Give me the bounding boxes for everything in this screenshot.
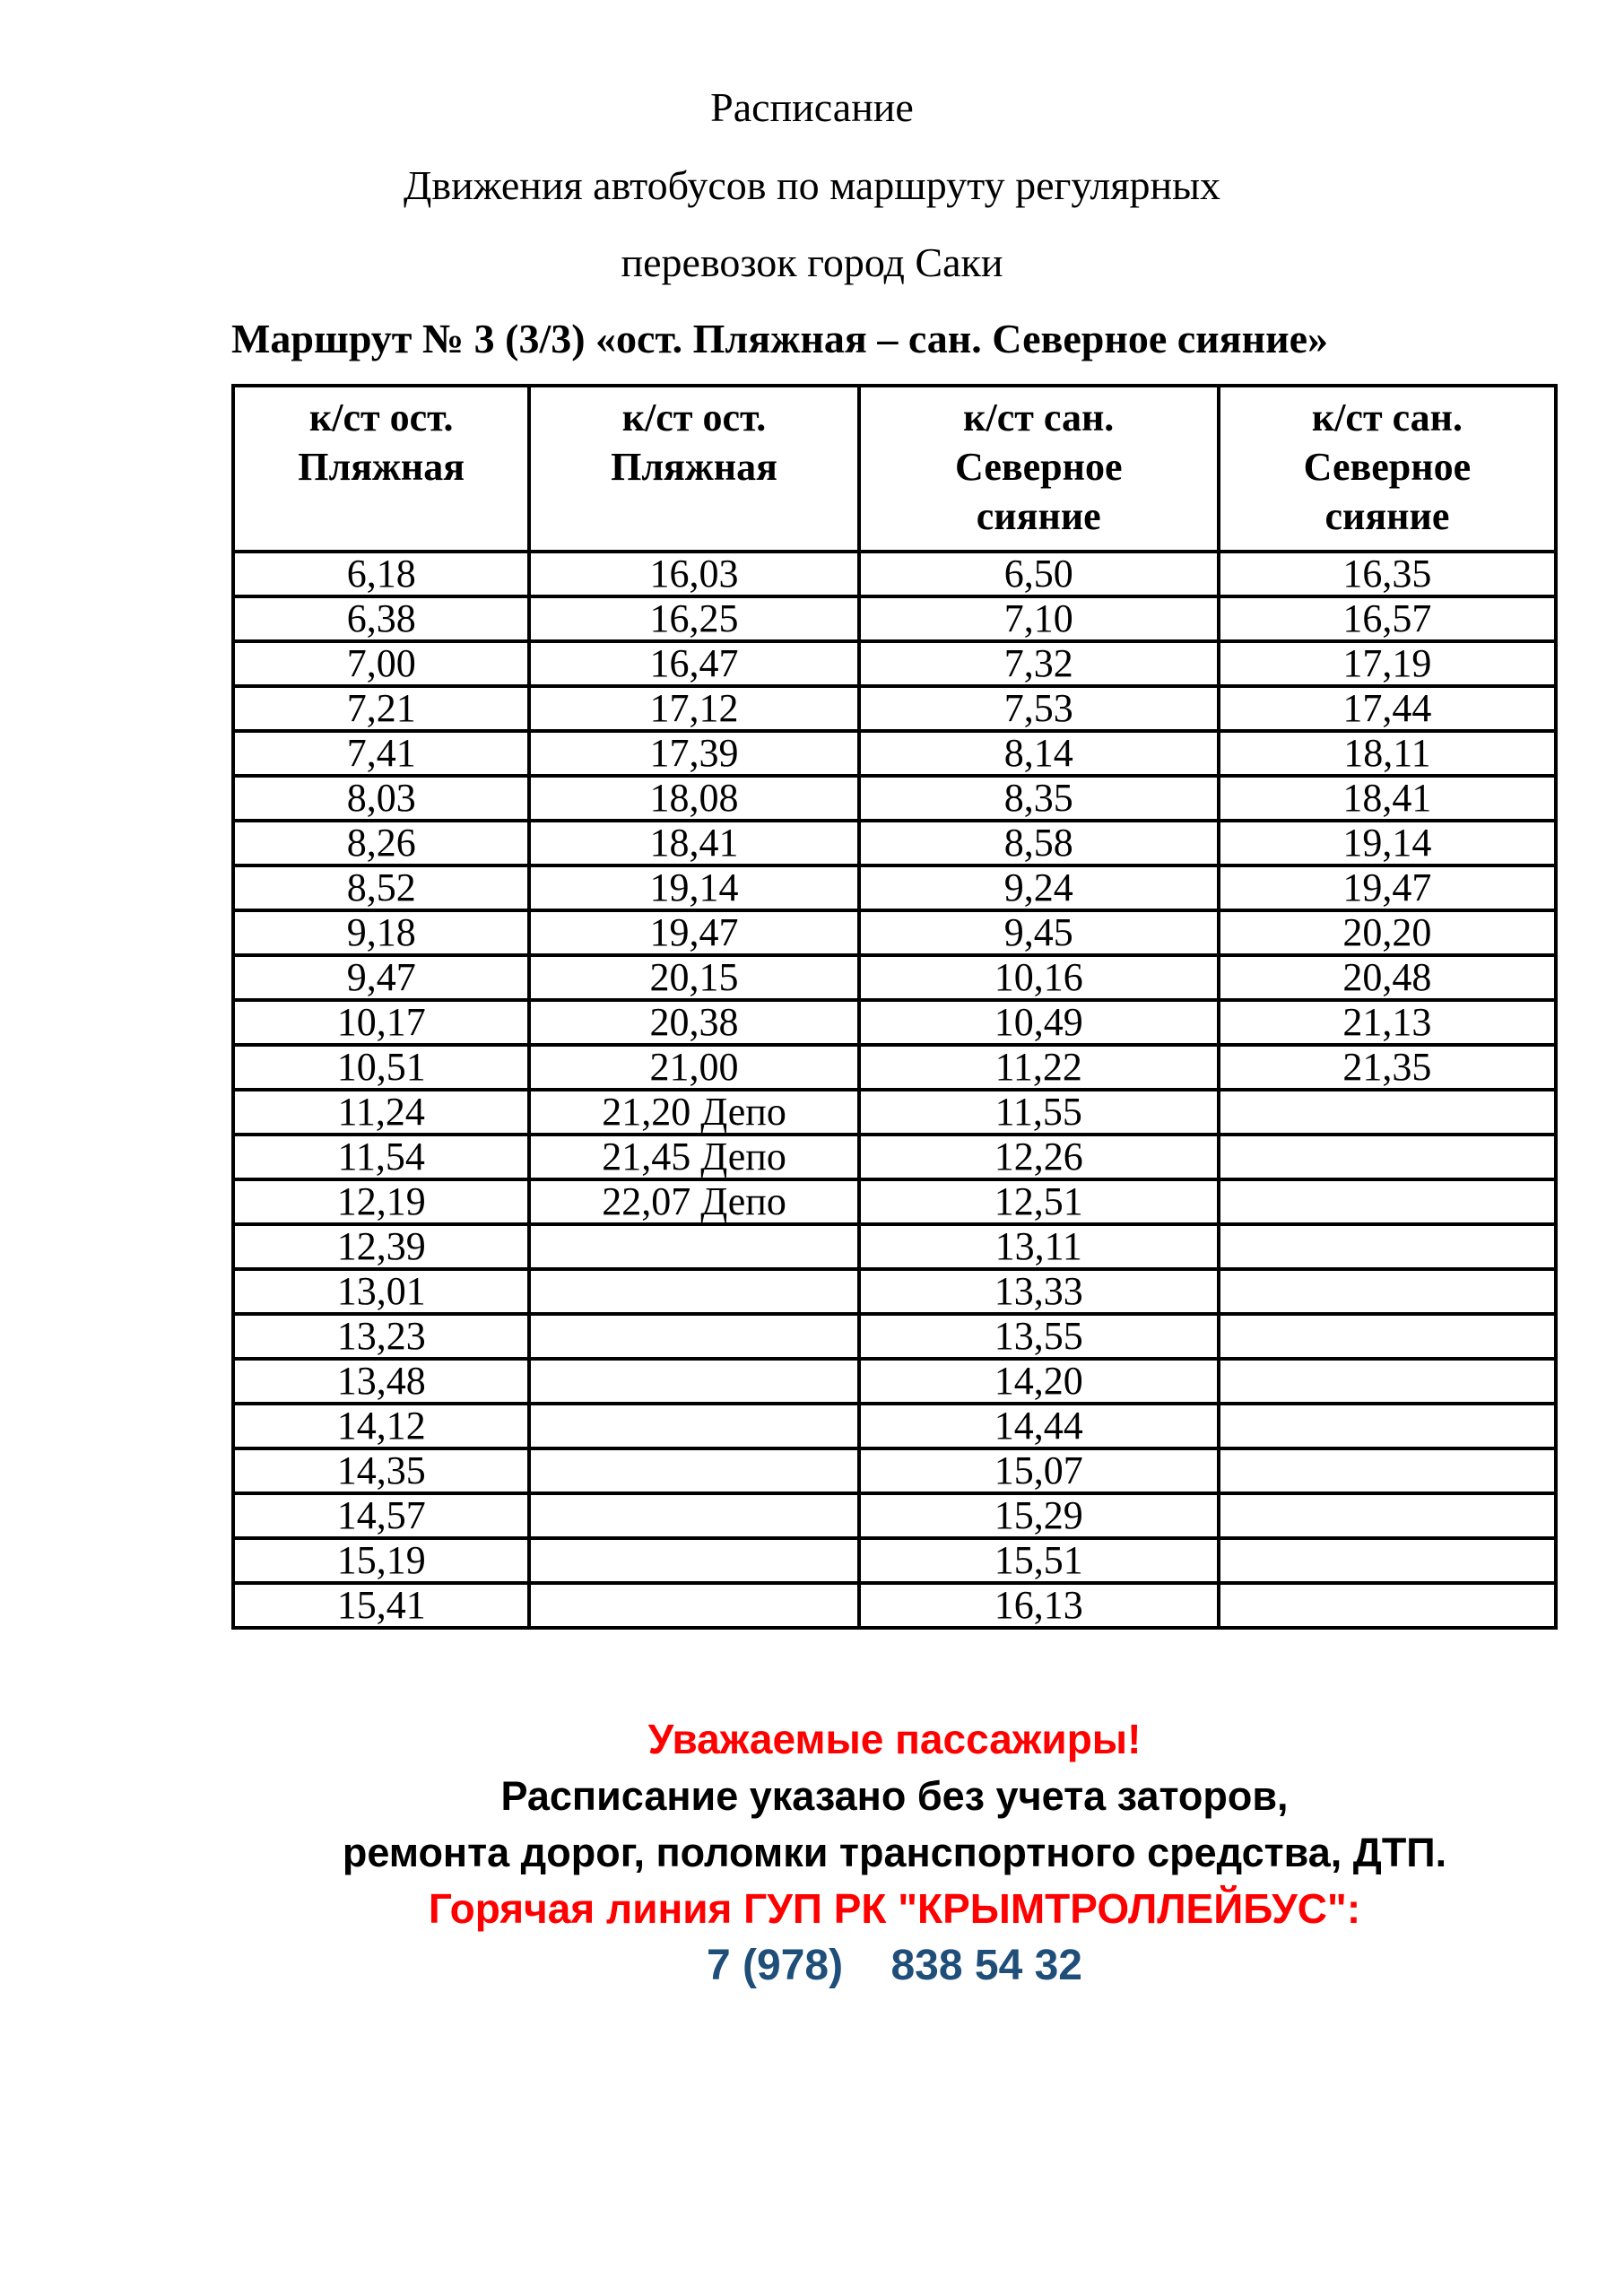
table-row bbox=[233, 1090, 1556, 1135]
time-cell: 7,41 bbox=[233, 731, 529, 776]
time-cell bbox=[1219, 1224, 1556, 1269]
hotline-label: Горячая линия ГУП РК "КРЫМТРОЛЛЕЙБУС": bbox=[428, 1885, 1361, 1932]
time-cell bbox=[1219, 1179, 1556, 1224]
time-cell: 21,00 bbox=[529, 1045, 858, 1090]
time-cell: 15,07 bbox=[859, 1448, 1219, 1493]
table-row bbox=[233, 821, 1556, 865]
table-row bbox=[233, 1045, 1556, 1090]
time-cell bbox=[529, 1314, 858, 1359]
time-cell bbox=[1219, 1404, 1556, 1448]
time-cell bbox=[529, 1538, 858, 1583]
time-cell: 17,19 bbox=[1219, 641, 1556, 686]
time-cell: 18,41 bbox=[1219, 776, 1556, 821]
time-cell: 15,41 bbox=[233, 1583, 529, 1628]
time-cell: 19,14 bbox=[1219, 821, 1556, 865]
time-cell: 12,51 bbox=[859, 1179, 1219, 1224]
column-header: к/ст ост. Пляжная bbox=[233, 386, 529, 552]
time-cell: 10,16 bbox=[859, 955, 1219, 1000]
time-cell bbox=[1219, 1135, 1556, 1179]
time-cell: 9,18 bbox=[233, 910, 529, 955]
time-cell bbox=[1219, 1538, 1556, 1583]
time-cell: 6,38 bbox=[233, 596, 529, 641]
time-cell: 9,45 bbox=[859, 910, 1219, 955]
time-cell: 17,12 bbox=[529, 686, 858, 731]
time-cell: 8,52 bbox=[233, 865, 529, 910]
time-cell: 13,48 bbox=[233, 1359, 529, 1404]
page-subtitle-line2: перевозок город Саки bbox=[621, 239, 1003, 285]
time-cell: 7,00 bbox=[233, 641, 529, 686]
time-cell: 15,51 bbox=[859, 1538, 1219, 1583]
column-header: к/ст сан. Северное сияние bbox=[1219, 386, 1556, 552]
passenger-notes bbox=[231, 1711, 1558, 1994]
time-cell: 16,47 bbox=[529, 641, 858, 686]
table-row bbox=[233, 955, 1556, 1000]
time-cell bbox=[529, 1583, 858, 1628]
schedule-table-head bbox=[233, 386, 1556, 552]
time-cell bbox=[1219, 1583, 1556, 1628]
time-cell: 8,14 bbox=[859, 731, 1219, 776]
notes-disclaimer-line2: ремонта дорог, поломки транспортного средства, ДТП. bbox=[342, 1830, 1447, 1875]
time-cell: 13,33 bbox=[859, 1269, 1219, 1314]
time-cell: 7,53 bbox=[859, 686, 1219, 731]
time-cell: 20,38 bbox=[529, 1000, 858, 1045]
time-cell: 19,14 bbox=[529, 865, 858, 910]
time-cell: 10,49 bbox=[859, 1000, 1219, 1045]
time-cell: 7,10 bbox=[859, 596, 1219, 641]
time-cell bbox=[1219, 1493, 1556, 1538]
table-row bbox=[233, 1135, 1556, 1179]
time-cell: 8,58 bbox=[859, 821, 1219, 865]
time-cell bbox=[529, 1359, 858, 1404]
time-cell: 11,22 bbox=[859, 1045, 1219, 1090]
time-cell: 20,15 bbox=[529, 955, 858, 1000]
time-cell: 15,29 bbox=[859, 1493, 1219, 1538]
time-cell: 8,35 bbox=[859, 776, 1219, 821]
time-cell: 13,11 bbox=[859, 1224, 1219, 1269]
time-cell: 21,13 bbox=[1219, 1000, 1556, 1045]
hotline-phone-number: 7 (978) 838 54 32 bbox=[707, 1942, 1082, 1989]
table-row bbox=[233, 731, 1556, 776]
time-cell: 7,32 bbox=[859, 641, 1219, 686]
time-cell: 16,03 bbox=[529, 552, 858, 596]
time-cell: 14,35 bbox=[233, 1448, 529, 1493]
time-cell: 21,20 Депо bbox=[529, 1090, 858, 1135]
time-cell: 11,54 bbox=[233, 1135, 529, 1179]
time-cell: 8,26 bbox=[233, 821, 529, 865]
time-cell: 20,20 bbox=[1219, 910, 1556, 955]
table-row bbox=[233, 1000, 1556, 1045]
table-row bbox=[233, 1493, 1556, 1538]
time-cell: 16,57 bbox=[1219, 596, 1556, 641]
table-row bbox=[233, 1314, 1556, 1359]
table-row bbox=[233, 1179, 1556, 1224]
time-cell: 18,41 bbox=[529, 821, 858, 865]
time-cell: 9,24 bbox=[859, 865, 1219, 910]
time-cell: 18,08 bbox=[529, 776, 858, 821]
time-cell bbox=[1219, 1090, 1556, 1135]
table-row bbox=[233, 1269, 1556, 1314]
time-cell: 10,17 bbox=[233, 1000, 529, 1045]
table-row bbox=[233, 552, 1556, 596]
table-row bbox=[233, 1404, 1556, 1448]
time-cell bbox=[529, 1269, 858, 1314]
time-cell: 8,03 bbox=[233, 776, 529, 821]
time-cell: 9,47 bbox=[233, 955, 529, 1000]
table-row bbox=[233, 1583, 1556, 1628]
time-cell: 12,19 bbox=[233, 1179, 529, 1224]
table-row bbox=[233, 686, 1556, 731]
page-title: Расписание bbox=[710, 84, 914, 130]
time-cell: 14,12 bbox=[233, 1404, 529, 1448]
time-cell: 21,45 Депо bbox=[529, 1135, 858, 1179]
time-cell: 12,26 bbox=[859, 1135, 1219, 1179]
time-cell: 15,19 bbox=[233, 1538, 529, 1583]
time-cell: 10,51 bbox=[233, 1045, 529, 1090]
header-row bbox=[233, 386, 1556, 552]
time-cell: 13,23 bbox=[233, 1314, 529, 1359]
route-heading: Маршрут № 3 (3/3) «ост. Пляжная – сан. Северное сияние» bbox=[231, 316, 1328, 361]
column-header: к/ст сан. Северное сияние bbox=[859, 386, 1219, 552]
time-cell: 14,44 bbox=[859, 1404, 1219, 1448]
time-cell: 16,25 bbox=[529, 596, 858, 641]
time-cell: 12,39 bbox=[233, 1224, 529, 1269]
time-cell: 16,13 bbox=[859, 1583, 1219, 1628]
time-cell bbox=[1219, 1314, 1556, 1359]
time-cell: 13,55 bbox=[859, 1314, 1219, 1359]
time-cell bbox=[529, 1404, 858, 1448]
time-cell: 22,07 Депо bbox=[529, 1179, 858, 1224]
time-cell: 14,20 bbox=[859, 1359, 1219, 1404]
time-cell: 21,35 bbox=[1219, 1045, 1556, 1090]
time-cell bbox=[529, 1224, 858, 1269]
table-row bbox=[233, 1224, 1556, 1269]
time-cell bbox=[1219, 1359, 1556, 1404]
time-cell: 6,18 bbox=[233, 552, 529, 596]
time-cell bbox=[529, 1448, 858, 1493]
column-header: к/ст ост. Пляжная bbox=[529, 386, 858, 552]
table-row bbox=[233, 641, 1556, 686]
time-cell: 17,44 bbox=[1219, 686, 1556, 731]
time-cell: 11,24 bbox=[233, 1090, 529, 1135]
table-row bbox=[233, 865, 1556, 910]
table-row bbox=[233, 1538, 1556, 1583]
table-row bbox=[233, 776, 1556, 821]
time-cell: 16,35 bbox=[1219, 552, 1556, 596]
table-row bbox=[233, 596, 1556, 641]
time-cell: 19,47 bbox=[529, 910, 858, 955]
notes-greeting: Уважаемые пассажиры! bbox=[647, 1716, 1142, 1762]
time-cell: 20,48 bbox=[1219, 955, 1556, 1000]
table-row bbox=[233, 1359, 1556, 1404]
table-row bbox=[233, 1448, 1556, 1493]
time-cell: 19,47 bbox=[1219, 865, 1556, 910]
schedule-table bbox=[231, 384, 1558, 1630]
time-cell: 6,50 bbox=[859, 552, 1219, 596]
time-cell: 7,21 bbox=[233, 686, 529, 731]
notes-disclaimer-line1: Расписание указано без учета заторов, bbox=[500, 1773, 1289, 1819]
time-cell: 14,57 bbox=[233, 1493, 529, 1538]
time-cell bbox=[1219, 1448, 1556, 1493]
time-cell: 17,39 bbox=[529, 731, 858, 776]
time-cell bbox=[529, 1493, 858, 1538]
page-subtitle-line1: Движения автобусов по маршруту регулярных bbox=[403, 162, 1220, 208]
time-cell: 13,01 bbox=[233, 1269, 529, 1314]
time-cell: 11,55 bbox=[859, 1090, 1219, 1135]
schedule-table-body bbox=[233, 552, 1556, 1628]
table-row bbox=[233, 910, 1556, 955]
time-cell: 18,11 bbox=[1219, 731, 1556, 776]
time-cell bbox=[1219, 1269, 1556, 1314]
